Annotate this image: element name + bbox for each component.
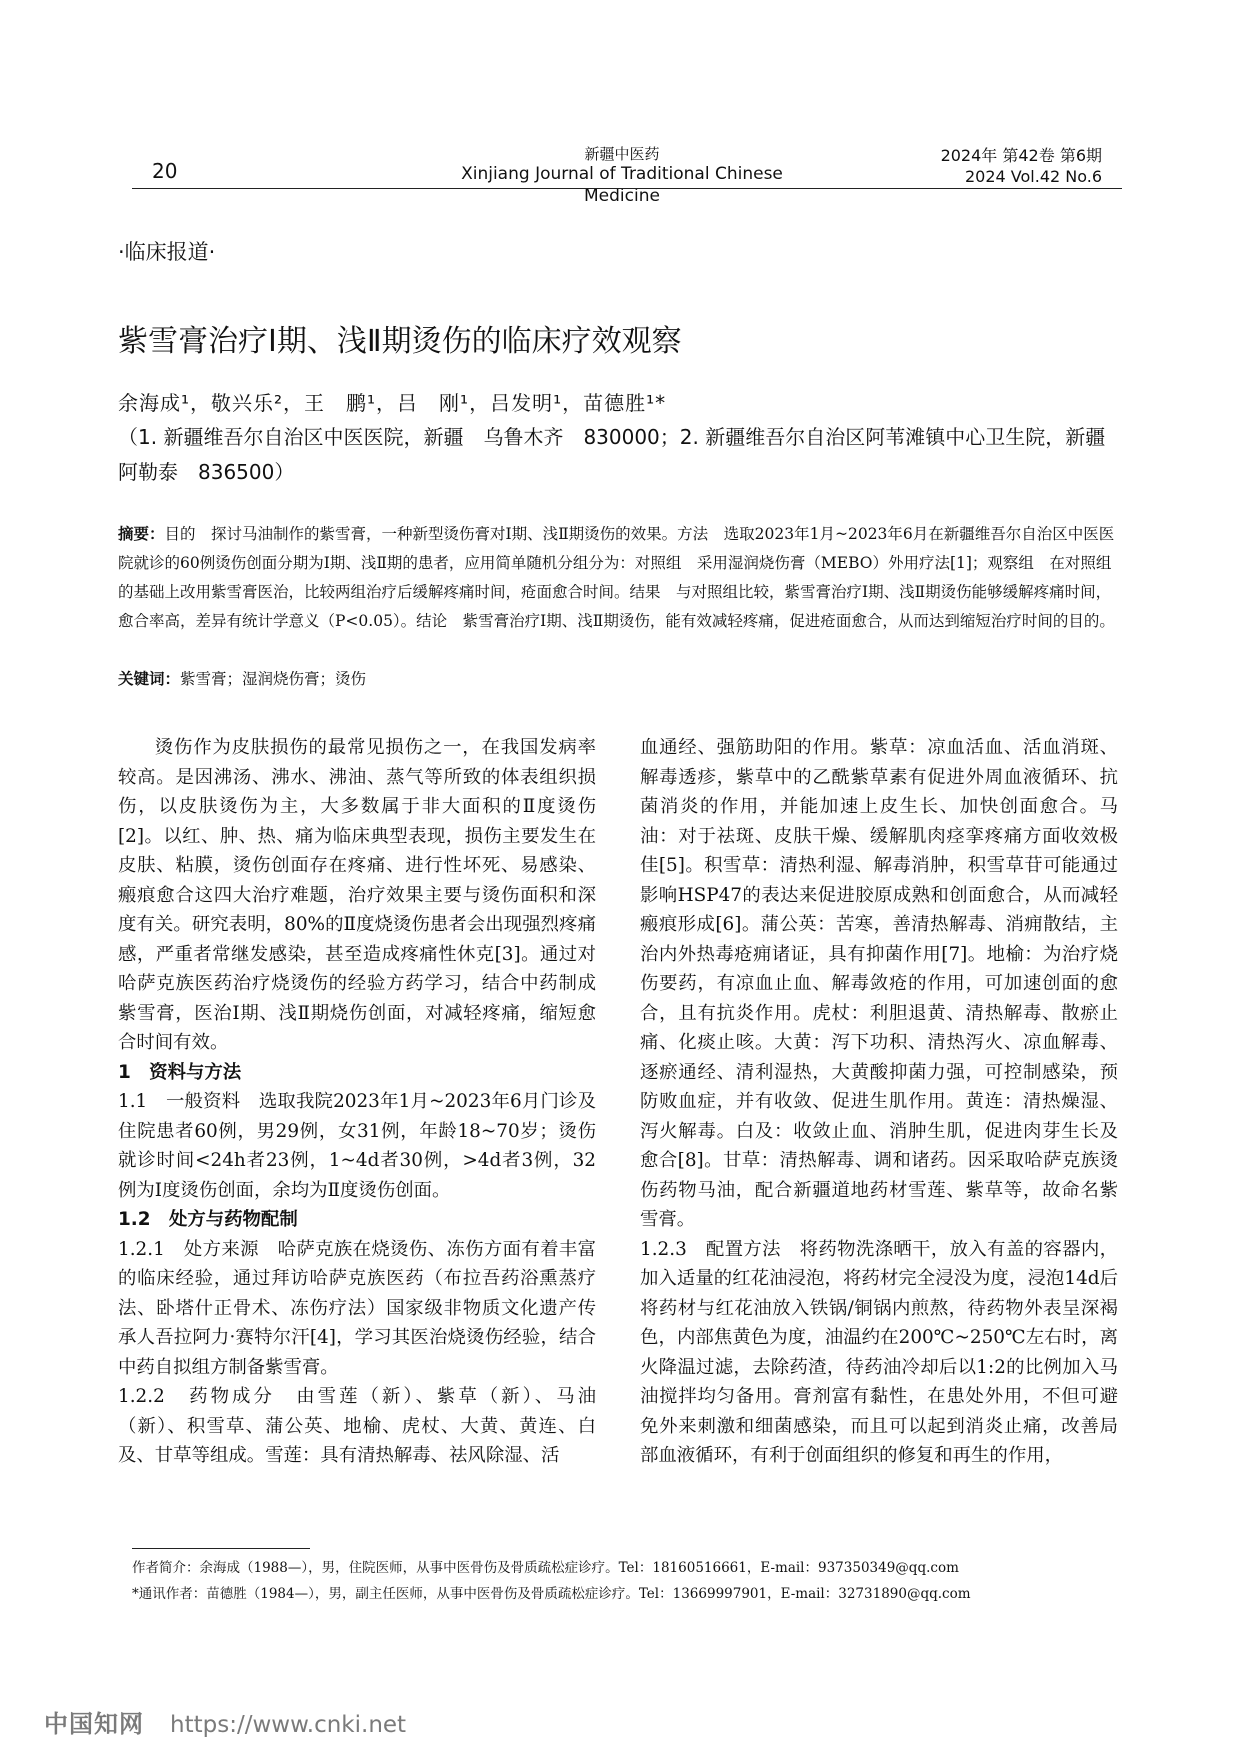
cnki-logo: 中国知网: [44, 1710, 144, 1738]
running-header: [132, 145, 1122, 206]
body-paragraph: 烫伤作为皮肤损伤的最常见损伤之一，在我国发病率较高。是因沸汤、沸水、沸油、蒸气等所致的体表组织损伤，以皮肤烫伤为主，大多数属于非大面积的Ⅱ度烫伤[2]。以红、肿、热、痛为临床典型表现，损伤主要发生在皮肤、粘膜，烫伤创面存在疼痛、进行性坏死、易感染、瘢痕愈合这四大治疗难题，治疗效果主要与烫伤面积和深度有关。研究表明，80%的Ⅱ度烧烫伤患者会出现强烈疼痛感，严重者常继发感染，甚至造成疼痛性休克[3]。通过对哈萨克族医药治疗烧烫伤的经验方药学习，结合中药制成紫雪膏，医治Ⅰ期、浅Ⅱ期烧伤创面，对减轻疼痛，缩短愈合时间有效。: [118, 737, 596, 1053]
keywords-label: 关键词：: [118, 670, 181, 688]
footnotes: [132, 1555, 1122, 1607]
footnote-corresponding: *通讯作者：苗德胜（1984—），男，副主任医师，从事中医骨伤及骨质疏松症诊疗。Tel：13669997901，E-mail：32731890@qq.com: [132, 1586, 971, 1602]
journal-name-cn: 新疆中医药: [584, 145, 660, 163]
page-number: 20: [152, 159, 178, 183]
body-paragraph: 血通经、强筋助阳的作用。紫草：凉血活血、活血消斑、解毒透疹，紫草中的乙酰紫草素有促进外周血液循环、抗菌消炎的作用，并能加速上皮生长、加快创面愈合。马油：对于祛斑、皮肤干燥、缓解肌肉痉挛疼痛方面收效极佳[5]。积雪草：清热利湿、解毒消肿，积雪草苷可能通过影响HSP47的表达来促进胶原成熟和创面愈合，从而减轻瘢痕形成[6]。蒲公英：苦寒，善清热解毒、消痈散结，主治内外热毒疮痈诸证，具有抑菌作用[7]。地榆：为治疗烧伤要药，有凉血止血、解毒敛疮的作用，可加速创面的愈合，且有抗炎作用。虎杖：利胆退黄、清热解毒、散瘀止痛、化痰止咳。大黄：泻下功积、清热泻火、凉血解毒、逐瘀通经、清利湿热，大黄酸抑菌力强，可控制感染，预防败血症，并有收敛、促进生肌作用。黄连：清热燥湿、泻火解毒。白及：收敛止血、消肿生肌，促进肉芽生长及愈合[8]。甘草：清热解毒、调和诸药。因采取哈萨克族烫伤药物马油，配合新疆道地药材雪莲、紫草等，故命名紫雪膏。: [640, 737, 1118, 1230]
keywords: [118, 667, 1118, 691]
keywords-text: 紫雪膏；湿润烧伤膏；烫伤: [180, 670, 367, 688]
issue-info: [941, 145, 1102, 187]
cnki-watermark: [44, 1704, 406, 1739]
section-tag: ·临床报道·: [118, 240, 216, 264]
journal-name: [422, 145, 822, 207]
header-rule: [132, 188, 1122, 189]
cnki-url: https://www.cnki.net: [170, 1712, 407, 1738]
abstract-label: 摘要：: [118, 525, 165, 543]
journal-name-en: Xinjiang Journal of Traditional Chinese Medicine: [461, 164, 783, 206]
section-heading: 1 资料与方法: [118, 1061, 242, 1083]
issue-info-cn: 2024年 第42卷 第6期: [940, 146, 1102, 165]
article-title: 紫雪膏治疗Ⅰ期、浅Ⅱ期烫伤的临床疗效观察: [118, 324, 682, 359]
footnote-rule: [132, 1548, 310, 1549]
affiliations: （1. 新疆维吾尔自治区中医医院，新疆 乌鲁木齐 830000；2. 新疆维吾尔自治区阿苇滩镇中心卫生院，新疆 阿勒泰 836500）: [118, 425, 1126, 484]
abstract: [118, 520, 1118, 636]
subsection-heading: 1.2 处方与药物配制: [118, 1209, 298, 1230]
body-column-left: [118, 733, 596, 1471]
body-paragraph: 1.2.2 药物成分 由雪莲（新）、紫草（新）、马油（新）、积雪草、蒲公英、地榆、虎杖、大黄、黄连、白及、甘草等组成。雪莲：具有清热解毒、祛风除湿、活: [118, 1386, 596, 1466]
issue-info-en: 2024 Vol.42 No.6: [964, 167, 1102, 186]
body-column-right: [640, 733, 1118, 1471]
body-paragraph: 1.2.1 处方来源 哈萨克族在烧烫伤、冻伤方面有着丰富的临床经验，通过拜访哈萨克族医药（布拉吾药浴熏蒸疗法、卧塔什正骨术、冻伤疗法）国家级非物质文化遗产传承人吾拉阿力·赛特尔汗[4]，学习其医治烧烫伤经验，结合中药自拟组方制备紫雪膏。: [118, 1238, 596, 1378]
body-paragraph: 1.2.3 配置方法 将药物洗涤晒干，放入有盖的容器内，加入适量的红花油浸泡，将药材完全浸没为度，浸泡14d后将药材与红花油放入铁锅/铜锅内煎熬，待药物外表呈深褐色，内部焦黄色为度，油温约在200℃~250℃左右时，离火降温过滤，去除药渣，待药油冷却后以1:2的比例加入马油搅拌均匀备用。膏剂富有黏性，在患处外用，不但可避免外来刺激和细菌感染，而且可以起到消炎止痛，改善局部血液循环，有利于创面组织的修复和再生的作用，: [640, 1238, 1118, 1466]
abstract-text: 目的 探讨马油制作的紫雪膏，一种新型烫伤膏对Ⅰ期、浅Ⅱ期烫伤的效果。方法 选取2023年1月~2023年6月在新疆维吾尔自治区中医医院就诊的60例烫伤创面分期为Ⅰ期、浅Ⅱ期的患者，应用简单随机分组分为：对照组 采用湿润烧伤膏（MEBO）外用疗法[1]；观察组 在对照组的基础上改用紫雪膏医治，比较两组治疗后缓解疼痛时间，疮面愈合时间。结果 与对照组比较，紫雪膏治疗Ⅰ期、浅Ⅱ期烫伤能够缓解疼痛时间，愈合率高，差异有统计学意义（P<0.05）。结论 紫雪膏治疗Ⅰ期、浅Ⅱ期烫伤，能有效减轻疼痛，促进疮面愈合，从而达到缩短治疗时间的目的。: [118, 525, 1115, 630]
footnote-author: 作者简介：余海成（1988—），男，住院医师，从事中医骨伤及骨质疏松症诊疗。Tel：18160516661，E-mail：937350349@qq.com: [132, 1560, 959, 1576]
author-list: 余海成¹，敬兴乐²，王 鹏¹，吕 刚¹，吕发明¹，苗德胜¹*: [118, 391, 667, 415]
body-paragraph: 1.1 一般资料 选取我院2023年1月~2023年6月门诊及住院患者60例，男29例，女31例，年龄18~70岁；烫伤就诊时间<24h者23例，1~4d者30例，>4d者3例，32例为Ⅰ度烫伤创面，余均为Ⅱ度烫伤创面。: [118, 1091, 596, 1201]
